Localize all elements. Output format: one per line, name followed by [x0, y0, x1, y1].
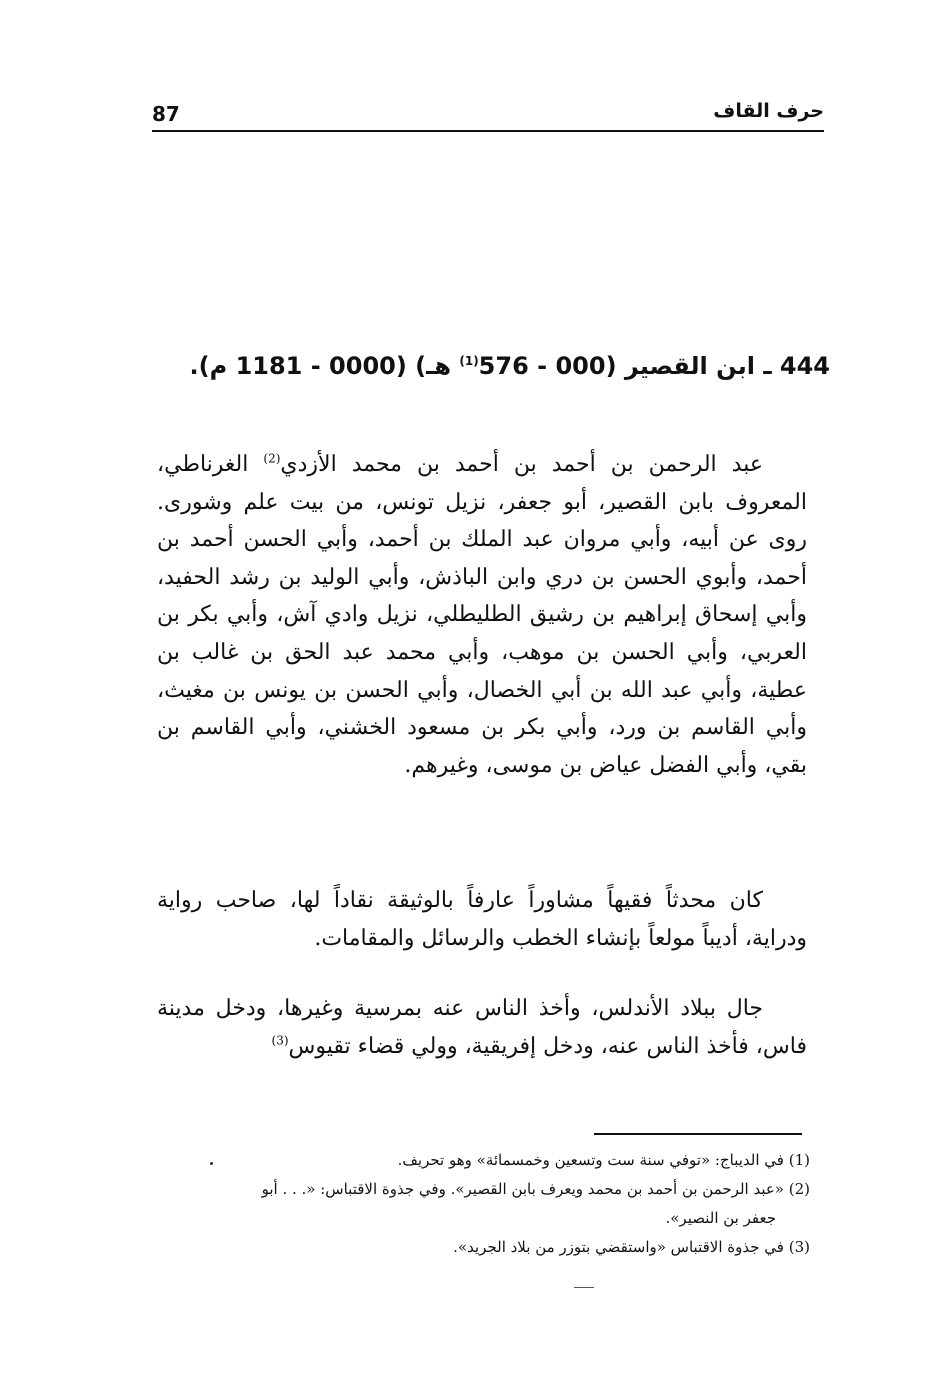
entry-title	[150, 346, 830, 386]
print-mark	[574, 1287, 594, 1288]
page-number: 87	[152, 102, 180, 126]
entry-title-main: 444 ـ ابن القصير (000 - 576	[478, 352, 830, 380]
paragraph-text: الغرناطي، المعروف بابن القصير، أبو جعفر، نزيل تونس، من بيت علم وشورى. روى عن أبيه، وأبي مروان عبد الملك بن أحمد، وأبي الحسن أحمد بن أحمد، وأبوي الحسن بن دري وابن الباذش، وأبي الوليد بن رشد الحفيد، وأبي إسحاق إبراهيم بن رشيق الطليطلي، نزيل وادي آش، وأبي بكر بن العربي، وأبي الحسن بن موهب، وأبي محمد عبد الحق بن غالب بن عطية، وأبي عبد الله بن أبي الخصال، وأبي الحسن بن يونس بن مغيث، وأبي القاسم بن ورد، وأبي بكر بن مسعود الخشني، وأبي القاسم بن بقي، وأبي الفضل عياض بن موسى، وغيرهم.	[157, 452, 807, 778]
paragraph-text: جال ببلاد الأندلس، وأخذ الناس عنه بمرسية وغيرها، ودخل مدينة فاس، فأخذ الناس عنه، ودخل إفريقية، وولي قضاء تقيوس	[157, 996, 807, 1059]
print-speck	[210, 1162, 213, 1165]
footnote-divider	[594, 1133, 802, 1135]
footnote-3: (3) في جذوة الاقتباس «واستقضي بتوزر من بلاد الجريد».	[453, 1238, 810, 1256]
description-paragraph: كان محدثاً فقيهاً مشاوراً عارفاً بالوثيقة نقاداً لها، صاحب رواية ودراية، أديباً مولعاً بإنشاء الخطب والرسائل والمقامات.	[157, 888, 807, 951]
biography-paragraph	[157, 446, 807, 784]
paragraph-text: عبد الرحمن بن أحمد بن أحمد بن محمد الأزدي	[280, 452, 763, 477]
running-title: حرف القاف	[713, 100, 824, 122]
footnote-2-continuation: جعفر بن النصير».	[665, 1209, 776, 1227]
travel-paragraph	[157, 990, 807, 1066]
footnote-ref-3: (3)	[271, 1033, 289, 1048]
entry-title-rest: هـ) (0000 - 1181 م).	[189, 352, 460, 380]
page-header	[152, 96, 824, 132]
header-rule	[152, 130, 824, 132]
footnote-1: (1) في الديباج: «توفي سنة ست وتسعين وخمسمائة» وهو تحريف.	[397, 1151, 810, 1169]
footnote-2: (2) «عبد الرحمن بن أحمد بن محمد ويعرف بابن القصير». وفي جذوة الاقتباس: «. . . أبو	[261, 1180, 810, 1198]
footnote-ref-1: (1)	[459, 354, 479, 368]
footnotes	[160, 1146, 810, 1262]
footnote-ref-2: (2)	[263, 451, 281, 466]
